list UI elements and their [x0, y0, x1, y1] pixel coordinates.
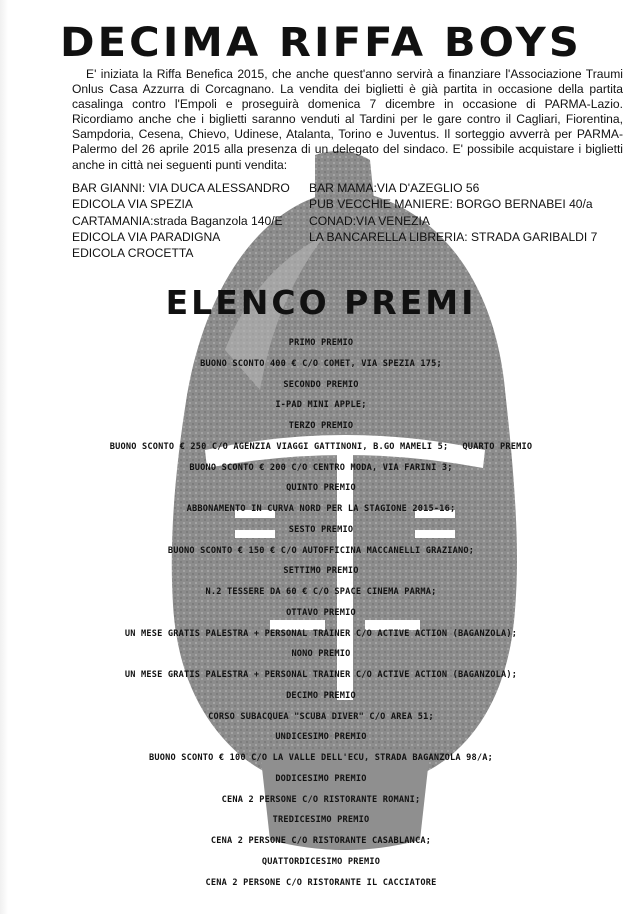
prize-description: N.2 TESSERE DA 60 € C/O SPACE CINEMA PARMA;: [205, 587, 437, 597]
prize-rank: TERZO PREMIO: [288, 421, 354, 431]
sales-points-right: [309, 180, 639, 245]
sales-point: EDICOLA VIA SPEZIA: [72, 197, 193, 212]
prize-description: CENA 2 PERSONE C/O RISTORANTE IL CACCIATORE: [205, 877, 437, 888]
prize-description: CENA 2 PERSONE C/O RISTORANTE ROMANI;: [221, 794, 421, 805]
prize-rank: NONO PREMIO: [291, 649, 351, 660]
prize-rank: SESTO PREMIO: [288, 524, 354, 535]
prize-rank: TREDICESIMO PREMIO: [272, 815, 370, 826]
prize-description: BUONO SCONTO € 100 C/O LA VALLE DELL'ECU, STRADA BAGANZOLA 98/A;: [149, 753, 493, 763]
prize-description: BUONO SCONTO € 200 C/O CENTRO MODA, VIA FARINI 3;: [189, 462, 453, 473]
sales-point: BAR MAMA:VIA D'AZEGLIO 56: [309, 181, 480, 195]
prize-rank: DECIMO PREMIO: [286, 690, 356, 701]
sales-points-left: [72, 180, 312, 261]
prize-description: CENA 2 PERSONE C/O RISTORANTE CASABLANCA;: [210, 836, 432, 846]
prize-rank-inline: QUARTO PREMIO: [462, 441, 533, 452]
prize-rank: PRIMO PREMIO: [288, 338, 354, 348]
prize-description: BUONO SCONTO € 150 € C/O AUTOFFICINA MACCANELLI GRAZIANO;: [167, 545, 475, 556]
sales-point: EDICOLA VIA PARADIGNA: [72, 229, 221, 244]
prizes-title: ELENCO PREMI: [165, 283, 477, 322]
prize-rank: DODICESIMO PREMIO: [275, 773, 367, 784]
sales-point: CARTAMANIA:strada Baganzola 140/E: [72, 213, 283, 228]
prize-description: UN MESE GRATIS PALESTRA + PERSONAL TRAINER C/O ACTIVE ACTION (BAGANZOLA);: [124, 628, 518, 639]
sales-point: LA BANCARELLA LIBRERIA: STRADA GARIBALDI 7: [309, 229, 598, 244]
page-title: DECIMA RIFFA BOYS: [59, 20, 582, 66]
prize-description-row: [0, 437, 642, 458]
prize-description: BUONO SCONTO € 250 C/O AGENZIA VIAGGI GATTINONI, B.GO MAMELI 5;: [109, 441, 449, 452]
prize-description: UN MESE GRATIS PALESTRA + PERSONAL TRAINER C/O ACTIVE ACTION (BAGANZOLA);: [124, 670, 518, 680]
sales-point: CONAD:VIA VENEZIA: [309, 213, 430, 228]
prize-list: [0, 333, 642, 893]
prize-description: CORSO SUBACQUEA "SCUBA DIVER" C/O AREA 51;: [208, 711, 434, 722]
prize-rank: SETTIMO PREMIO: [283, 566, 359, 577]
sales-point: BAR GIANNI: VIA DUCA ALESSANDRO: [72, 181, 290, 195]
prize-description: I-PAD MINI APPLE;: [275, 400, 367, 411]
prize-rank: QUATTORDICESIMO PREMIO: [261, 856, 381, 867]
prize-rank: SECONDO PREMIO: [283, 379, 359, 390]
prize-description: ABBONAMENTO IN CURVA NORD PER LA STAGIONE 2015-16;: [186, 504, 456, 514]
prize-description: BUONO SCONTO 400 € C/O COMET, VIA SPEZIA 175;: [200, 358, 442, 369]
sales-point: PUB VECCHIE MANIERE: BORGO BERNABEI 40/a: [309, 197, 593, 212]
sales-point: EDICOLA CROCETTA: [72, 246, 194, 261]
prize-rank: QUINTO PREMIO: [286, 483, 356, 494]
intro-paragraph: E' iniziata la Riffa Benefica 2015, che anche quest'anno servirà a finanziare l'Associazione Traumi Onlus Casa Azzurra di Corcagnano. La vendita dei biglietti è già partita in occasione della partita casalinga contro l'Empoli e proseguirà domenica 7 dicembre in occasione di PARMA-Lazio. Ricordiamo anche che i biglietti saranno venduti al Tardini per le gare contro il Cagliari, Fiorentina, Sampdoria, Cesena, Chievo, Udinese, Atalanta, Torino e Juventus. Il sorteggio avverrà per PARMA-Palermo del 26 aprile 2015 alla presenza di un delegato del sindaco. E' possibile acquistare i biglietti anche in città nei seguenti punti vendita:: [72, 67, 623, 172]
prize-rank: UNDICESIMO PREMIO: [275, 732, 367, 743]
prize-rank: OTTAVO PREMIO: [286, 607, 356, 618]
